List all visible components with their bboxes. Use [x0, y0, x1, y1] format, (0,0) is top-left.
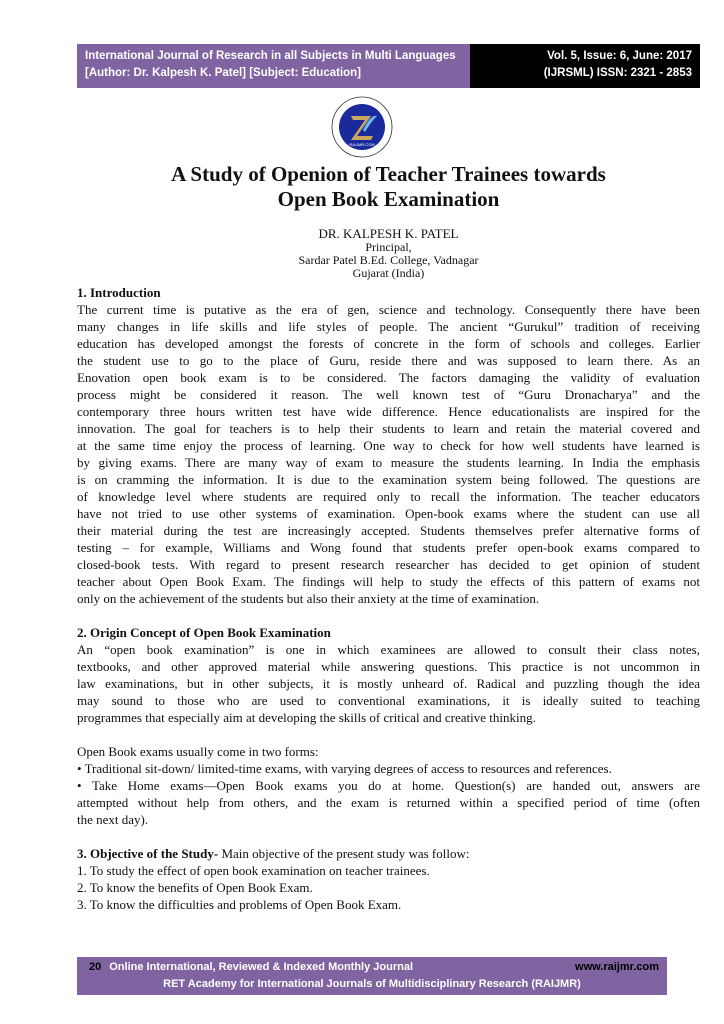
svg-text:RAIJMR.COM: RAIJMR.COM	[349, 142, 375, 147]
text-line: attempted without help from others, and the exam is returned within a specified period of time (often	[77, 795, 700, 810]
text-line: education has developed amongst the forests of concrete in the form of schools and colleges. Earlier	[77, 336, 700, 351]
text-line: the student use to go to the place of Guru, reside there and was supposed to learn there. As an	[77, 353, 700, 368]
text-line: may sound to those who are used to conventional examinations, it is ideally suited to teaching	[77, 693, 700, 708]
objective-intro: Main objective of the present study was follow:	[218, 846, 470, 861]
text-line: closed-book tests. With regard to present research researcher has decided to get opinion of student	[77, 557, 700, 572]
text-line: innovation. The goal for teachers is to help their students to learn and retain the material covered and	[77, 421, 700, 436]
header-left	[77, 44, 470, 88]
introduction-paragraph	[77, 301, 700, 607]
header-right	[470, 44, 700, 88]
author-name: DR. KALPESH K. PATEL	[318, 226, 459, 241]
text-line: have not tried to use other systems of examination. Open-book exams where the student can use all	[77, 506, 700, 521]
author-college: Sardar Patel B.Ed. College, Vadnagar	[298, 253, 479, 267]
text-line: programmes that especially aim at developing the skills of critical and creative thinking.	[77, 710, 536, 725]
section-heading-objective: 3. Objective of the Study-	[77, 846, 219, 861]
footer-publisher: RET Academy for International Journals of Multidisciplinary Research (RAIJMR)	[163, 978, 581, 990]
journal-footer	[77, 957, 667, 995]
text-line: by giving exams. There are many way of exam to measure the students learning. In India the emphasis	[77, 455, 700, 470]
journal-header	[77, 44, 700, 88]
origin-paragraph	[77, 641, 700, 726]
text-line: The current time is putative as the era of gen, science and technology. Consequently there have been	[77, 302, 700, 317]
paper-body	[77, 284, 700, 913]
text-line: Enovation open book exam is to be considered. The factors damaging the validity of evaluation	[77, 370, 700, 385]
text-line: • Take Home exams—Open Book exams you do at home. Question(s) are handed out, answers are	[77, 778, 700, 793]
text-line: 2. To know the benefits of Open Book Exam.	[77, 880, 313, 895]
text-line: only on the achievement of the students but also their anxiety at the time of examination.	[77, 591, 540, 606]
text-line: the next day).	[77, 812, 149, 827]
section-heading-origin: 2. Origin Concept of Open Book Examination	[77, 625, 331, 640]
objective-line	[77, 845, 700, 862]
text-line: contemporary three hours written test have wide difference. Hence educationalists are inspired for the	[77, 404, 700, 419]
forms-intro: Open Book exams usually come in two forms:	[77, 744, 319, 759]
author-subject: [Author: Dr. Kalpesh K. Patel] [Subject: Education]	[85, 67, 362, 79]
title-line-2: Open Book Examination	[277, 187, 500, 211]
text-line: 3. To know the difficulties and problems of Open Book Exam.	[77, 897, 402, 912]
text-line: teacher about Open Book Exam. The findings will help to study the effects of this pattern of exams not	[77, 574, 700, 589]
paper-title	[77, 162, 700, 212]
text-line: of knowledge level where students are required only to recall the information. The teacher educators	[77, 489, 700, 504]
author-role: Principal,	[365, 240, 412, 254]
text-line: testing – for example, Williams and Wong found that students prefer open-book exams compared to	[77, 540, 700, 555]
author-location: Gujarat (India)	[352, 266, 425, 280]
objective-list	[77, 862, 700, 913]
text-line: many changes in life skills and life styles of people. The ancient “Gurukul” tradition of receiving	[77, 319, 700, 334]
text-line: at the same time enjoy the process of learning. One way to check for how well students have learned is	[77, 438, 700, 453]
journal-name: International Journal of Research in all Subjects in Multi Languages	[85, 50, 456, 62]
text-line: law examinations, but in other subjects, it is mostly unheard of. Radical and puzzling though the idea	[77, 676, 700, 691]
forms-list	[77, 760, 700, 828]
section-heading-introduction: 1. Introduction	[77, 285, 161, 300]
author-block	[77, 226, 700, 280]
text-line: textbooks, and other approved material while answering questions. This practice is not uncommon in	[77, 659, 700, 674]
footer-tagline: Online International, Reviewed & Indexed Monthly Journal	[109, 961, 414, 973]
text-line: is on cramming the information. It is due to the examination system being followed. The questions are	[77, 472, 700, 487]
text-line: process might be considered it reason. The well known test of “Guru Dronacharya” and the	[77, 387, 700, 402]
text-line: • Traditional sit-down/ limited-time exams, with varying degrees of access to resources and references.	[77, 761, 612, 776]
text-line: An “open book examination” is one in which examinees are allowed to consult their class notes,	[77, 642, 700, 657]
volume-info: Vol. 5, Issue: 6, June: 2017	[547, 50, 692, 62]
text-line: 1. To study the effect of open book examination on teacher trainees.	[77, 863, 430, 878]
page-number: 20	[89, 961, 102, 973]
journal-logo	[331, 96, 393, 158]
issn-info: (IJRSML) ISSN: 2321 - 2853	[543, 67, 692, 79]
journal-url[interactable]: www.raijmr.com	[575, 961, 659, 973]
text-line: their material during the test are increasingly accepted. Students themselves prefer alternative forms of	[77, 523, 700, 538]
title-line-1: A Study of Openion of Teacher Trainees towards	[171, 162, 606, 186]
